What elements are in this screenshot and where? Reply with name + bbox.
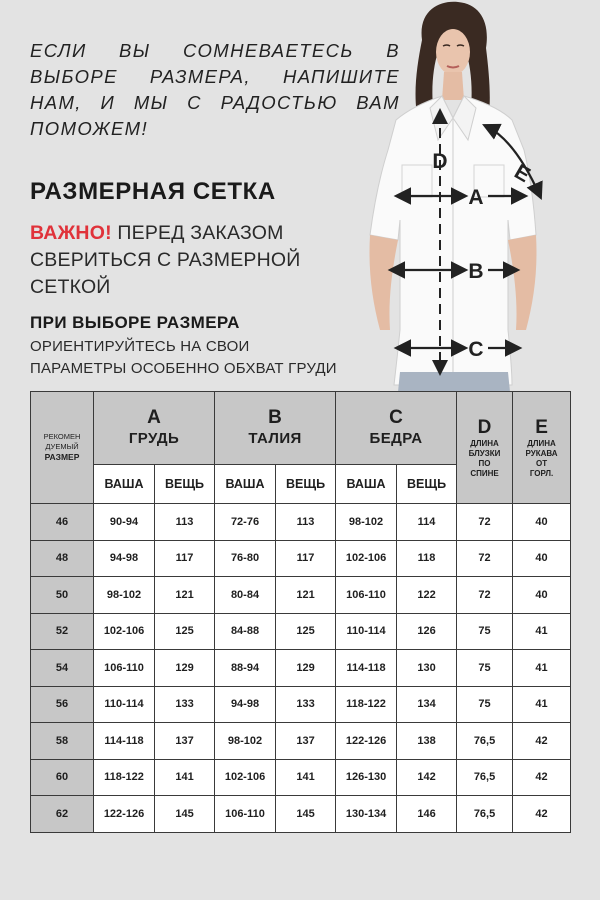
size-cell: 54: [31, 650, 94, 687]
value-cell: 122-126: [94, 796, 155, 833]
value-cell: 126: [397, 613, 457, 650]
value-cell: 102-106: [336, 540, 397, 577]
value-cell: 126-130: [336, 759, 397, 796]
value-cell: 114-118: [94, 723, 155, 760]
label-a: A: [468, 186, 484, 209]
size-table: [30, 391, 571, 833]
value-cell: 42: [513, 723, 571, 760]
value-cell: 40: [513, 540, 571, 577]
value-cell: 133: [276, 686, 336, 723]
value-cell: 102-106: [215, 759, 276, 796]
value-cell: 121: [276, 577, 336, 614]
value-cell: 98-102: [215, 723, 276, 760]
value-cell: 130: [397, 650, 457, 687]
value-cell: 75: [457, 613, 513, 650]
value-cell: 138: [397, 723, 457, 760]
value-cell: 106-110: [336, 577, 397, 614]
value-cell: 40: [513, 504, 571, 541]
intro-text: ЕСЛИ ВЫ СОМНЕВАЕТЕСЬ В ВЫБОРЕ РАЗМЕРА, НАПИШИТЕ НАМ, И МЫ С РАДОСТЬЮ ВАМ ПОМОЖЕМ!: [30, 40, 400, 139]
group-a-letter: A: [147, 407, 161, 428]
value-cell: 75: [457, 650, 513, 687]
value-cell: 110-114: [336, 613, 397, 650]
label-e: E: [510, 160, 535, 188]
group-b-name: ТАЛИЯ: [248, 430, 302, 447]
col-e-line3: ОТ: [535, 458, 548, 468]
col-d-line3: ПО: [478, 458, 491, 468]
value-cell: 40: [513, 577, 571, 614]
size-header-line1: РЕКОМЕН: [43, 432, 81, 441]
value-cell: 114: [397, 504, 457, 541]
important-note: [30, 220, 330, 301]
label-c: C: [468, 338, 484, 361]
table-header-row: [31, 392, 571, 465]
value-cell: 90-94: [94, 504, 155, 541]
group-b-header: [215, 392, 336, 465]
value-cell: 72: [457, 540, 513, 577]
table-row: [31, 686, 571, 723]
model-illustration: [340, 0, 600, 392]
yours-header: ВАША: [336, 465, 397, 504]
yours-header: ВАША: [94, 465, 155, 504]
value-cell: 72-76: [215, 504, 276, 541]
size-cell: 48: [31, 540, 94, 577]
value-cell: 106-110: [215, 796, 276, 833]
label-d: D: [432, 150, 448, 173]
value-cell: 41: [513, 686, 571, 723]
value-cell: 121: [155, 577, 215, 614]
value-cell: 134: [397, 686, 457, 723]
garment-header: ВЕЩЬ: [155, 465, 215, 504]
value-cell: 72: [457, 577, 513, 614]
value-cell: 129: [276, 650, 336, 687]
choose-title: ПРИ ВЫБОРЕ РАЗМЕРА: [30, 313, 240, 332]
value-cell: 94-98: [94, 540, 155, 577]
table-row: [31, 759, 571, 796]
value-cell: 141: [276, 759, 336, 796]
value-cell: 41: [513, 613, 571, 650]
col-d-line4: СПИНЕ: [470, 468, 499, 478]
garment-header: ВЕЩЬ: [397, 465, 457, 504]
value-cell: 110-114: [94, 686, 155, 723]
choose-text: ОРИЕНТИРУЙТЕСЬ НА СВОИ ПАРАМЕТРЫ ОСОБЕННО ОБХВАТ ГРУДИ: [30, 338, 337, 377]
col-e-header: [513, 392, 571, 504]
table-row: [31, 577, 571, 614]
table-row: [31, 613, 571, 650]
value-cell: 41: [513, 650, 571, 687]
group-a-header: [94, 392, 215, 465]
value-cell: 88-94: [215, 650, 276, 687]
size-header-line2: ДУЕМЫЙ: [45, 442, 79, 451]
value-cell: 125: [276, 613, 336, 650]
value-cell: 113: [276, 504, 336, 541]
col-e-letter: E: [535, 416, 548, 438]
col-e-line1: ДЛИНА: [527, 438, 556, 448]
value-cell: 72: [457, 504, 513, 541]
value-cell: 113: [155, 504, 215, 541]
value-cell: 76,5: [457, 796, 513, 833]
size-cell: 52: [31, 613, 94, 650]
value-cell: 125: [155, 613, 215, 650]
important-accent: ВАЖНО!: [30, 222, 112, 244]
col-d-header: [457, 392, 513, 504]
table-row: [31, 723, 571, 760]
col-d-letter: D: [477, 416, 492, 438]
group-c-letter: C: [389, 407, 403, 428]
value-cell: 76,5: [457, 759, 513, 796]
col-e-line4: ГОРЛ.: [529, 468, 554, 478]
table-row: [31, 796, 571, 833]
col-e-line2: РУКАВА: [525, 448, 558, 458]
value-cell: 80-84: [215, 577, 276, 614]
group-a-name: ГРУДЬ: [128, 430, 180, 447]
value-cell: 133: [155, 686, 215, 723]
yours-header: ВАША: [215, 465, 276, 504]
size-header: [31, 392, 94, 504]
value-cell: 145: [276, 796, 336, 833]
value-cell: 84-88: [215, 613, 276, 650]
table-row: [31, 540, 571, 577]
table-row: [31, 650, 571, 687]
value-cell: 117: [276, 540, 336, 577]
value-cell: 130-134: [336, 796, 397, 833]
value-cell: 114-118: [336, 650, 397, 687]
value-cell: 137: [155, 723, 215, 760]
group-c-name: БЕДРА: [369, 430, 423, 447]
garment-header: ВЕЩЬ: [276, 465, 336, 504]
value-cell: 106-110: [94, 650, 155, 687]
size-cell: 58: [31, 723, 94, 760]
value-cell: 137: [276, 723, 336, 760]
value-cell: 118-122: [336, 686, 397, 723]
important-text: ПЕРЕД ЗАКАЗОМ СВЕРИТЬСЯ С РАЗМЕРНОЙ СЕТКОЙ: [30, 222, 301, 298]
value-cell: 141: [155, 759, 215, 796]
value-cell: 122: [397, 577, 457, 614]
value-cell: 142: [397, 759, 457, 796]
size-cell: 62: [31, 796, 94, 833]
page-title: РАЗМЕРНАЯ СЕТКА: [30, 178, 276, 205]
value-cell: 76,5: [457, 723, 513, 760]
col-d-line1: ДЛИНА: [470, 438, 499, 448]
value-cell: 146: [397, 796, 457, 833]
size-header-line3: РАЗМЕР: [44, 452, 80, 462]
value-cell: 118-122: [94, 759, 155, 796]
value-cell: 117: [155, 540, 215, 577]
value-cell: 102-106: [94, 613, 155, 650]
value-cell: 75: [457, 686, 513, 723]
size-cell: 56: [31, 686, 94, 723]
value-cell: 42: [513, 796, 571, 833]
value-cell: 118: [397, 540, 457, 577]
group-b-letter: B: [268, 407, 282, 428]
table-row: [31, 504, 571, 541]
value-cell: 94-98: [215, 686, 276, 723]
value-cell: 42: [513, 759, 571, 796]
group-c-header: [336, 392, 457, 465]
label-b: B: [468, 260, 484, 283]
size-cell: 60: [31, 759, 94, 796]
col-d-line2: БЛУЗКИ: [468, 448, 501, 458]
size-cell: 50: [31, 577, 94, 614]
value-cell: 122-126: [336, 723, 397, 760]
value-cell: 145: [155, 796, 215, 833]
value-cell: 76-80: [215, 540, 276, 577]
value-cell: 98-102: [336, 504, 397, 541]
size-cell: 46: [31, 504, 94, 541]
value-cell: 129: [155, 650, 215, 687]
value-cell: 98-102: [94, 577, 155, 614]
